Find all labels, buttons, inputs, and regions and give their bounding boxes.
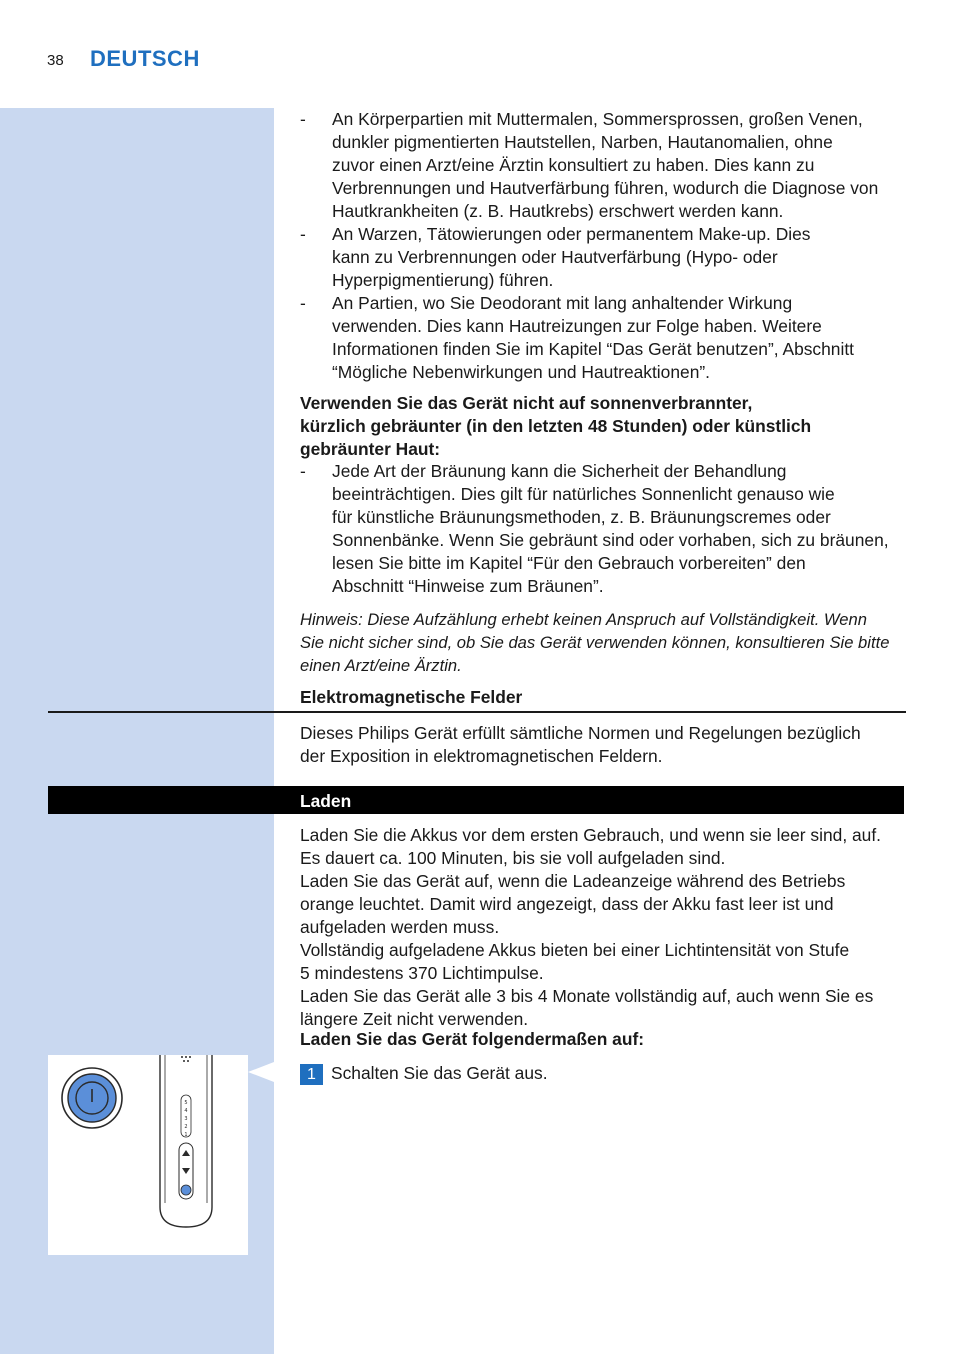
list-item: - An Warzen, Tätowierungen oder permanentem Make-up. Dies kann zu Verbrennungen oder Hautverfärbung (Hypo- oder Hyperpigmentierung) führen. xyxy=(300,223,906,292)
emf-paragraph: Dieses Philips Gerät erfüllt sämtliche Normen und Regelungen bezüglich der Exposition in elektromagnetischen Feldern. xyxy=(300,723,861,766)
device-handle-icon xyxy=(160,1055,212,1227)
list-item: - Jede Art der Bräunung kann die Sicherheit der Behandlung beeinträchtigen. Dies gilt für natürliches Sonnenlicht genauso wie für künstliche Bräunungsmethoden, z. B. Bräunungscremes oder Sonnenbänke. Wenn Sie gebräunt sind oder vorhaben, sich zu bräunen, lesen Sie bitte im Kapitel “Für den Gebrauch vorbereiten” den Abschnitt “Hinweise zum Bräunen”. xyxy=(300,460,906,598)
device-illustration xyxy=(48,1055,248,1255)
note-text: Hinweis: Diese Aufzählung erhebt keinen Anspruch auf Vollständigkeit. Wenn Sie nicht sicher sind, ob Sie das Gerät verwenden können, konsultieren Sie bitte einen Arzt/eine Ärztin. xyxy=(300,610,890,675)
list-item: - An Körperpartien mit Muttermalen, Sommersprossen, großen Venen, dunkler pigmentierten Hautstellen, Narben, Hautanomalien, ohne zuvor einen Arzt/eine Ärztin konsultiert zu haben. Dies kann zu Verbrennungen und Hautverfärbung führen, wodurch die Diagnose von Hautkrankheiten (z. B. Hautkrebs) erschwert werden kann. xyxy=(300,108,906,223)
tanning-list xyxy=(300,460,906,598)
section-title-laden: Laden xyxy=(300,791,352,811)
power-button-icon xyxy=(62,1068,122,1128)
emf-heading: Elektromagnetische Felder xyxy=(300,687,523,707)
section-header-bar xyxy=(48,786,904,814)
scale-label: 3 xyxy=(184,1116,188,1122)
charging-subheading: Laden Sie das Gerät folgendermaßen auf: xyxy=(300,1029,645,1049)
step-number-badge: 1 xyxy=(300,1064,323,1085)
list-item: - An Partien, wo Sie Deodorant mit lang anhaltender Wirkung verwenden. Dies kann Hautreizungen zur Folge haben. Weitere Informationen finden Sie im Kapitel “Das Gerät benutzen”, Abschnitt “Mögliche Nebenwirkungen und Hautreaktionen”. xyxy=(300,292,906,384)
step-item xyxy=(300,1062,906,1085)
scale-label: 1 xyxy=(184,1132,188,1138)
scale-label: 5 xyxy=(184,1100,188,1106)
step-text: Schalten Sie das Gerät aus. xyxy=(331,1063,548,1083)
scale-label: 2 xyxy=(184,1124,188,1130)
device-drawing xyxy=(48,1055,248,1255)
language-heading: DEUTSCH xyxy=(90,46,200,71)
section-divider xyxy=(48,711,906,713)
charging-paragraph: Laden Sie die Akkus vor dem ersten Gebrauch, und wenn sie leer sind, auf. Es dauert ca. 100 Minuten, bis sie voll aufgeladen sind. Laden Sie das Gerät auf, wenn die Ladeanzeige während des Betriebs orange leuchtet. Damit wird angezeigt, dass der Akku fast leer ist und aufgeladen werden muss. Vollständig aufgeladene Akkus bieten bei einer Lichtintensität von Stufe 5 mindestens 370 Lichtimpulse. Laden Sie das Gerät alle 3 bis 4 Monate vollständig auf, auch wenn Sie es längere Zeit nicht verwenden. xyxy=(300,825,881,1029)
contraindication-list xyxy=(300,108,906,384)
scale-label: 4 xyxy=(184,1108,188,1114)
page-number: 38 xyxy=(47,52,64,69)
figure-pointer xyxy=(248,1062,274,1082)
tanning-warning-heading: Verwenden Sie das Gerät nicht auf sonnenverbrannter, kürzlich gebräunter (in den letzten 48 Stunden) oder künstlich gebräunter Haut: xyxy=(300,393,812,459)
